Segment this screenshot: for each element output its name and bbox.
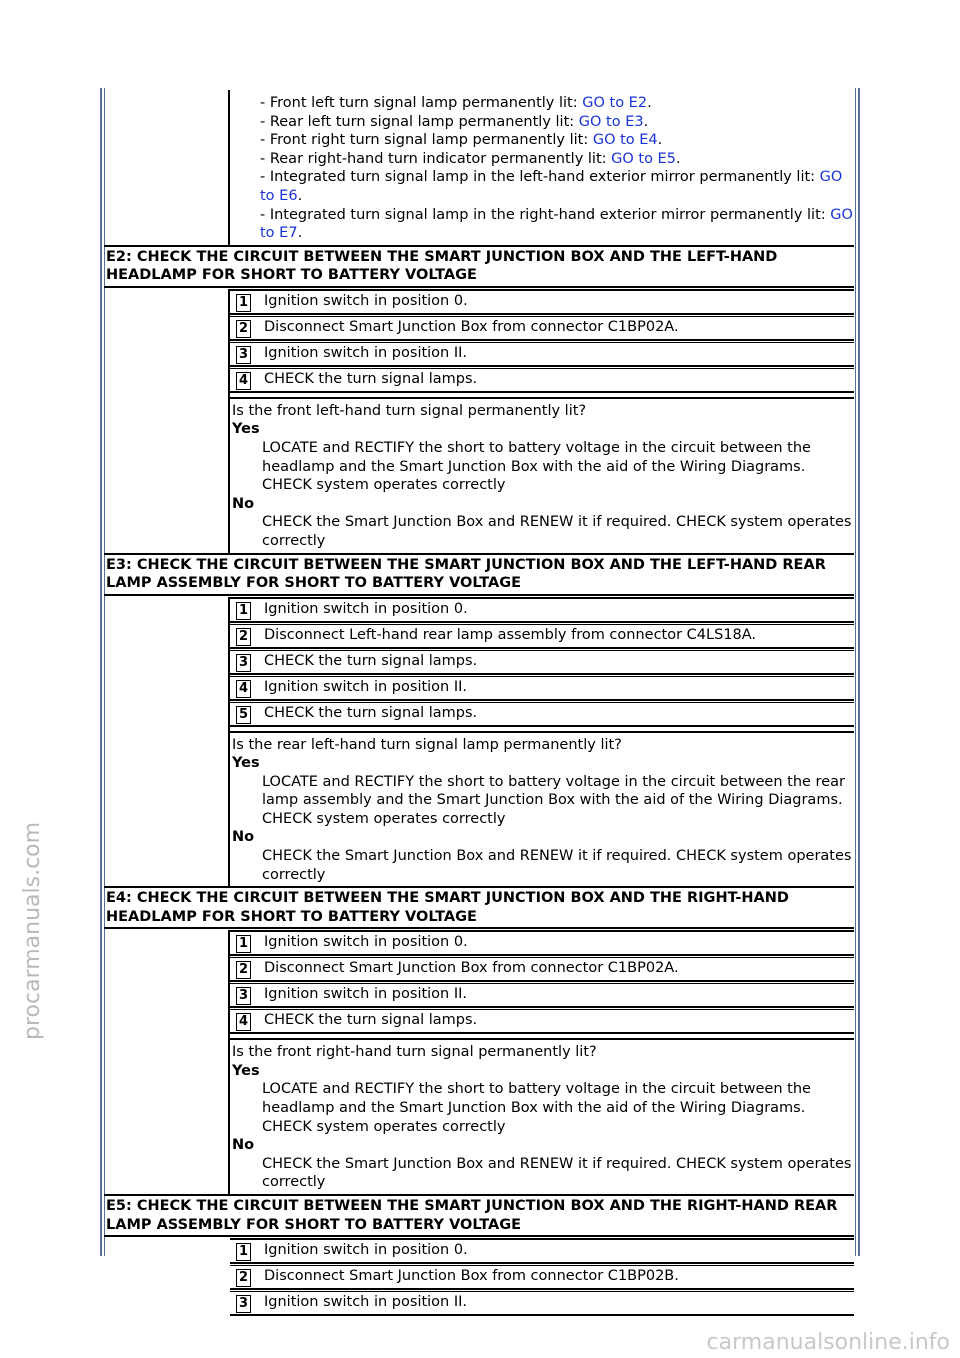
step-number: 4 bbox=[236, 1013, 251, 1031]
symptom-punct: . bbox=[643, 113, 649, 130]
step-number: 3 bbox=[236, 346, 251, 364]
step-row bbox=[230, 650, 854, 675]
footer-watermark: carmanualsonline.info bbox=[706, 1330, 950, 1355]
step-text: Disconnect Smart Junction Box from connector C1BP02B. bbox=[264, 1268, 679, 1284]
symptom-text: - Rear left turn signal lamp permanently lit: bbox=[260, 113, 579, 130]
symptom-line bbox=[260, 94, 854, 113]
no-action: CHECK the Smart Junction Box and RENEW it if required. CHECK system operates correctly bbox=[262, 1155, 852, 1191]
step-number: 2 bbox=[236, 628, 251, 646]
step-number: 2 bbox=[236, 961, 251, 979]
step-number: 4 bbox=[236, 680, 251, 698]
step-number: 3 bbox=[236, 654, 251, 672]
symptom-text: - Front left turn signal lamp permanently lit: bbox=[260, 95, 583, 111]
symptom-list bbox=[228, 90, 854, 245]
step-text: Ignition switch in position 0. bbox=[264, 292, 468, 309]
question-text: Is the front right-hand turn signal permanently lit? bbox=[232, 1044, 597, 1061]
page-border-right-outer bbox=[858, 88, 860, 1256]
section-body bbox=[228, 289, 854, 553]
step-text: CHECK the turn signal lamps. bbox=[264, 652, 478, 669]
question-block bbox=[230, 731, 854, 887]
step-row bbox=[230, 676, 854, 701]
step-number: 3 bbox=[236, 1295, 251, 1313]
step-row bbox=[230, 1238, 854, 1264]
question-text: Is the front left-hand turn signal permanently lit? bbox=[232, 402, 587, 419]
step-number: 3 bbox=[236, 987, 251, 1005]
symptom-punct: . bbox=[297, 187, 303, 204]
step-row bbox=[230, 1291, 854, 1316]
step-text: Ignition switch in position 0. bbox=[264, 600, 468, 617]
step-text: CHECK the turn signal lamps. bbox=[264, 370, 478, 387]
step-row bbox=[230, 368, 854, 393]
step-row bbox=[230, 1009, 854, 1034]
step-number: 1 bbox=[236, 602, 251, 620]
symptom-punct: . bbox=[647, 95, 652, 111]
step-number: 5 bbox=[236, 706, 251, 724]
step-text: Ignition switch in position II. bbox=[264, 1294, 468, 1310]
step-text: Disconnect Smart Junction Box from connector C1BP02A. bbox=[264, 318, 679, 335]
no-label: No bbox=[232, 1137, 255, 1154]
yes-label: Yes bbox=[232, 755, 260, 772]
step-row bbox=[230, 597, 854, 623]
question-block bbox=[230, 1038, 854, 1194]
goto-link[interactable]: GO to E4 bbox=[592, 132, 658, 149]
symptom-text: - Rear right-hand turn indicator permanently lit: bbox=[260, 150, 612, 167]
symptom-punct: . bbox=[675, 150, 681, 167]
goto-link[interactable]: GO to E6 bbox=[260, 169, 843, 204]
section-heading: E2: CHECK THE CIRCUIT BETWEEN THE SMART JUNCTION BOX AND THE LEFT-HAND HEADLAMP FOR SHORT TO BATTERY VOLTAGE bbox=[104, 245, 854, 288]
goto-link[interactable]: GO to E5 bbox=[611, 150, 676, 167]
question-block bbox=[230, 397, 854, 553]
yes-label: Yes bbox=[232, 421, 260, 438]
step-row bbox=[230, 316, 854, 341]
step-row bbox=[230, 289, 854, 315]
page-border-left-outer bbox=[100, 88, 102, 1256]
step-text: Disconnect Left-hand rear lamp assembly from connector C4LS18A. bbox=[264, 626, 757, 643]
step-text: Ignition switch in position 0. bbox=[264, 1242, 468, 1258]
step-number: 1 bbox=[236, 294, 251, 312]
step-number: 2 bbox=[236, 1269, 251, 1287]
section-body bbox=[228, 930, 854, 1194]
symptom-punct: . bbox=[657, 132, 663, 149]
step-number: 1 bbox=[236, 935, 251, 953]
step-row bbox=[230, 957, 854, 982]
step-row bbox=[230, 702, 854, 727]
step-text: Ignition switch in position 0. bbox=[264, 934, 468, 951]
question-text: Is the rear left-hand turn signal lamp permanently lit? bbox=[232, 736, 622, 753]
symptom-line bbox=[260, 206, 854, 243]
step-text: Ignition switch in position II. bbox=[264, 678, 468, 695]
step-number: 2 bbox=[236, 320, 251, 338]
section-heading: E3: CHECK THE CIRCUIT BETWEEN THE SMART JUNCTION BOX AND THE LEFT-HAND REAR LAMP ASSEMBLY FOR SHORT TO BATTERY VOLTAGE bbox=[104, 553, 854, 596]
step-text: CHECK the turn signal lamps. bbox=[264, 704, 478, 721]
goto-link[interactable]: GO to E7 bbox=[260, 206, 853, 242]
no-action: CHECK the Smart Junction Box and RENEW it if required. CHECK system operates correctly bbox=[262, 848, 852, 883]
procedure-document bbox=[104, 90, 854, 1311]
section-heading: E4: CHECK THE CIRCUIT BETWEEN THE SMART JUNCTION BOX AND THE RIGHT-HAND HEADLAMP FOR SHORT TO BATTERY VOLTAGE bbox=[104, 886, 854, 929]
yes-label: Yes bbox=[232, 1062, 260, 1079]
symptom-line bbox=[260, 150, 854, 169]
goto-link[interactable]: GO to E3 bbox=[578, 113, 644, 130]
test-sections bbox=[104, 245, 854, 1311]
side-watermark: procarmanuals.com bbox=[20, 821, 45, 1040]
section-body bbox=[228, 597, 854, 887]
step-row bbox=[230, 1265, 854, 1290]
page-border-right-inner bbox=[855, 88, 856, 1256]
no-label: No bbox=[232, 495, 255, 512]
symptom-punct: . bbox=[297, 225, 303, 242]
no-action: CHECK the Smart Junction Box and RENEW it if required. CHECK system operates correctly bbox=[262, 514, 852, 549]
yes-action: LOCATE and RECTIFY the short to battery voltage in the circuit between the headlamp and the Smart Junction Box with the aid of the Wiring Diagrams. CHECK system operates correctly bbox=[262, 439, 811, 494]
symptom-line bbox=[260, 113, 854, 132]
step-row bbox=[230, 983, 854, 1008]
symptom-text: - Integrated turn signal lamp in the right-hand exterior mirror permanently lit: bbox=[260, 206, 831, 223]
goto-link[interactable]: GO to E2 bbox=[582, 95, 648, 111]
no-label: No bbox=[232, 829, 255, 846]
step-text: Ignition switch in position II. bbox=[264, 986, 468, 1003]
symptom-line bbox=[260, 168, 854, 205]
step-text: Disconnect Smart Junction Box from connector C1BP02A. bbox=[264, 960, 679, 977]
step-number: 4 bbox=[236, 372, 251, 390]
symptom-text: - Integrated turn signal lamp in the left-hand exterior mirror permanently lit: bbox=[260, 169, 820, 186]
symptom-text: - Front right turn signal lamp permanently lit: bbox=[260, 132, 593, 149]
section-heading: E5: CHECK THE CIRCUIT BETWEEN THE SMART JUNCTION BOX AND THE RIGHT-HAND REAR LAMP ASSEMBLY FOR SHORT TO BATTERY VOLTAGE bbox=[104, 1194, 854, 1237]
symptom-line bbox=[260, 131, 854, 150]
step-row bbox=[230, 624, 854, 649]
step-row bbox=[230, 342, 854, 367]
yes-action: LOCATE and RECTIFY the short to battery voltage in the circuit between the rear lamp assembly and the Smart Junction Box with the aid of the Wiring Diagrams. CHECK system operates correctly bbox=[262, 773, 845, 827]
step-row bbox=[230, 930, 854, 956]
yes-action: LOCATE and RECTIFY the short to battery voltage in the circuit between the headlamp and the Smart Junction Box with the aid of the Wiring Diagrams. CHECK system operates correctly bbox=[262, 1081, 811, 1135]
step-number: 1 bbox=[236, 1243, 251, 1261]
step-text: Ignition switch in position II. bbox=[264, 344, 468, 361]
step-text: CHECK the turn signal lamps. bbox=[264, 1012, 478, 1029]
